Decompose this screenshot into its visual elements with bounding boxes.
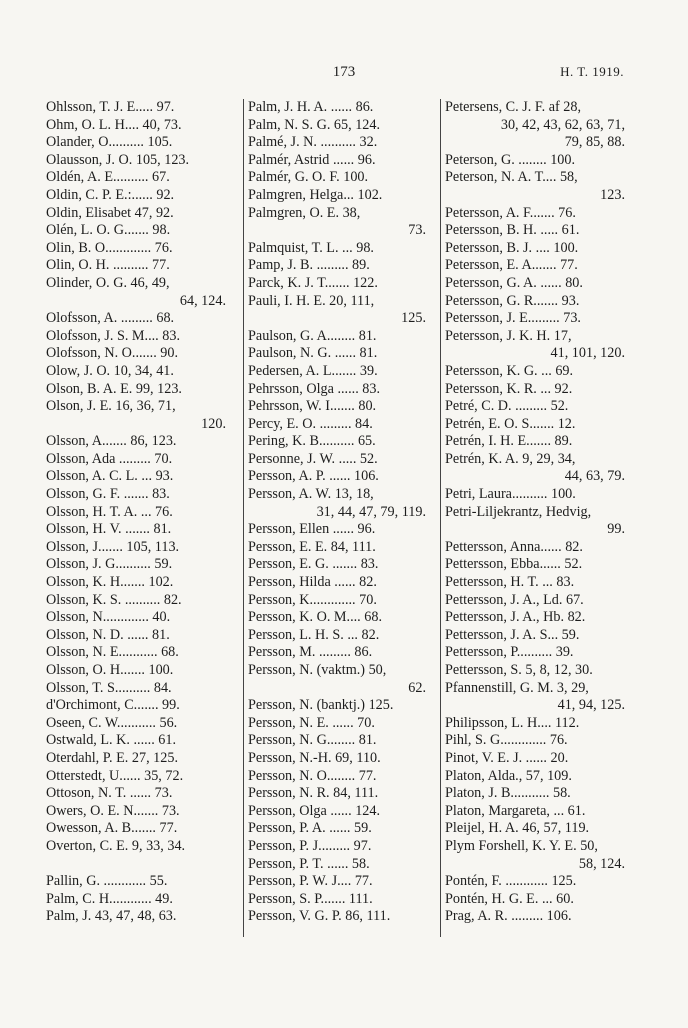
index-entry: Persson, M. ......... 86. [248, 644, 373, 661]
index-entry-continuation: 58, 124. [578, 855, 625, 872]
page-number: 173 [332, 64, 356, 80]
index-entry: Paulson, G. A........ 81. [248, 327, 377, 344]
index-column-3 [440, 99, 625, 937]
index-entry: Olén, L. O. G....... 98. [46, 222, 171, 239]
index-entry-continuation: 41, 101, 120. [550, 345, 625, 362]
index-entry: Pettersson, J. A., Hb. 82. [445, 609, 586, 626]
index-entry: Petersson, K. G. ... 69. [445, 362, 574, 379]
index-entry: Petersson, J. E......... 73. [445, 310, 581, 327]
index-entry: Olsson, K. H....... 102. [46, 574, 174, 591]
index-entry-continuation: 73. [408, 222, 426, 239]
index-entry: Pering, K. B.......... 65. [248, 433, 376, 450]
index-entry: Palmquist, T. L. ... 98. [248, 239, 374, 256]
index-entry: Pehrsson, Olga ...... 83. [248, 380, 381, 397]
index-entry: Plym Forshell, K. Y. E. 50, [445, 837, 598, 854]
index-entry: Persson, E. G. ....... 83. [248, 556, 379, 573]
index-entry: Petré, C. D. ......... 52. [445, 398, 569, 415]
index-entry: Petersson, G. A. ...... 80. [445, 274, 583, 291]
index-entry: Persson, L. H. S. ... 82. [248, 626, 380, 643]
index-entry: Oldin, C. P. E.:...... 92. [46, 186, 175, 203]
running-head: H. T. 1919. [560, 64, 624, 79]
index-entry-continuation: 120. [201, 415, 226, 432]
index-entry: Persson, Hilda ...... 82. [248, 574, 377, 591]
index-entry: Palm, C. H............ 49. [46, 890, 173, 907]
index-entry: Persson, P. W. J.... 77. [248, 873, 373, 890]
index-entry: Pedersen, A. L....... 39. [248, 362, 378, 379]
index-entry: Oterdahl, P. E. 27, 125. [46, 749, 179, 766]
index-entry: Olausson, J. O. 105, 123. [46, 151, 190, 168]
index-entry: Prag, A. R. ......... 106. [445, 908, 572, 925]
index-entry-continuation: 41, 94, 125. [557, 697, 625, 714]
index-entry: Petersson, A. F....... 76. [445, 204, 576, 221]
index-entry: Oseen, C. W........... 56. [46, 714, 178, 731]
index-entry: Persson, K............. 70. [248, 591, 377, 608]
index-entry: Persson, A. P. ...... 106. [248, 468, 379, 485]
index-entry: Palm, J. 43, 47, 48, 63. [46, 908, 177, 925]
index-entry: Persson, N.-H. 69, 110. [248, 749, 381, 766]
index-entry: Pettersson, J. A. S... 59. [445, 626, 580, 643]
index-entry: Olin, B. O............. 76. [46, 239, 173, 256]
index-entry: Persson, E. E. 84, 111. [248, 538, 376, 555]
index-entry: Platon, Alda., 57, 109. [445, 767, 572, 784]
index-entry: Olofsson, J. S. M.... 83. [46, 327, 181, 344]
index-entry: Olsson, K. S. .......... 82. [46, 591, 182, 608]
index-entry: Pamp, J. B. ......... 89. [248, 257, 370, 274]
index-entry: Pettersson, P.......... 39. [445, 644, 574, 661]
index-entry: Personne, J. W. ..... 52. [248, 450, 378, 467]
index-entry: Olsson, Ada ......... 70. [46, 450, 173, 467]
index-entry: Olsson, T. S.......... 84. [46, 679, 172, 696]
index-entry-continuation: 79, 85, 88. [564, 134, 625, 151]
index-entry: Pauli, I. H. E. 20, 111, [248, 292, 375, 309]
index-entry-continuation: 44, 63, 79. [564, 468, 625, 485]
index-entry: Petrén, K. A. 9, 29, 34, [445, 450, 576, 467]
index-entry: Platon, Margareta, ... 61. [445, 802, 586, 819]
index-entry: Pontén, H. G. E. ... 60. [445, 890, 574, 907]
index-entry: Persson, P. T. ...... 58. [248, 855, 370, 872]
index-entry: Olson, J. E. 16, 36, 71, [46, 398, 176, 415]
index-entry: Olsson, N............. 40. [46, 609, 171, 626]
index-entry-continuation: 123. [600, 186, 625, 203]
index-entry: Olsson, H. T. A. ... 76. [46, 503, 173, 520]
index-entry: Olofsson, A. ......... 68. [46, 310, 175, 327]
section-spacer [46, 856, 226, 874]
index-entry: Pettersson, Ebba...... 52. [445, 556, 583, 573]
index-entry: Ostwald, L. K. ...... 61. [46, 732, 177, 749]
index-entry: Palmér, Astrid ...... 96. [248, 151, 376, 168]
index-entry: Persson, N. (banktj.) 125. [248, 697, 394, 714]
index-entry: Persson, N. R. 84, 111. [248, 785, 379, 802]
index-entry: Oldén, A. E.......... 67. [46, 169, 170, 186]
index-entry: Petersson, B. H. ..... 61. [445, 222, 580, 239]
index-entry: Owesson, A. B....... 77. [46, 820, 178, 837]
index-entry: Olsson, J....... 105, 113. [46, 538, 180, 555]
index-entry: Palmé, J. N. .......... 32. [248, 134, 378, 151]
index-entry: Olow, J. O. 10, 34, 41. [46, 362, 174, 379]
index-entry: d'Orchimont, C....... 99. [46, 697, 180, 714]
index-entry: Ohm, O. L. H.... 40, 73. [46, 116, 182, 133]
index-entry: Olsson, H. V. ....... 81. [46, 521, 172, 538]
index-entry: Pfannenstill, G. M. 3, 29, [445, 679, 589, 696]
index-entry: Persson, P. J......... 97. [248, 837, 372, 854]
index-column-1 [46, 99, 226, 926]
index-entry: Persson, P. A. ...... 59. [248, 820, 372, 837]
index-entry: Persson, S. P....... 111. [248, 890, 373, 907]
index-entry: Pleijel, H. A. 46, 57, 119. [445, 820, 590, 837]
index-entry: Pettersson, H. T. ... 83. [445, 574, 575, 591]
index-entry: Olsson, A. C. L. ... 93. [46, 468, 174, 485]
index-entry: Petersens, C. J. F. af 28, [445, 99, 581, 115]
index-entry: Oldin, Elisabet 47, 92. [46, 204, 174, 221]
index-entry: Otterstedt, U...... 35, 72. [46, 767, 184, 784]
index-entry: Percy, E. O. ......... 84. [248, 415, 373, 432]
index-entry: Persson, V. G. P. 86, 111. [248, 908, 391, 925]
index-entry: Pihl, S. G............. 76. [445, 732, 568, 749]
index-entry-continuation: 64, 124. [179, 292, 226, 309]
index-entry: Olander, O.......... 105. [46, 134, 173, 151]
index-entry: Petersson, G. R....... 93. [445, 292, 580, 309]
index-entry-continuation: 62. [408, 679, 426, 696]
index-entry: Olsson, J. G.......... 59. [46, 556, 173, 573]
index-entry: Parck, K. J. T....... 122. [248, 274, 378, 291]
index-entry: Persson, K. O. M.... 68. [248, 609, 382, 626]
index-entry: Pettersson, S. 5, 8, 12, 30. [445, 662, 593, 678]
index-entry: Persson, N. (vaktm.) 50, [248, 662, 387, 678]
index-entry: Petersson, B. J. .... 100. [445, 239, 579, 256]
index-entry: Olsson, A....... 86, 123. [46, 433, 177, 450]
index-entry: Ohlsson, T. J. E..... 97. [46, 99, 175, 115]
index-entry: Pinot, V. E. J. ...... 20. [445, 749, 569, 766]
index-column-2 [243, 99, 426, 937]
index-entry-continuation: 125. [401, 310, 426, 327]
index-entry: Olsson, N. E........... 68. [46, 644, 179, 661]
index-entry: Olson, B. A. E. 99, 123. [46, 380, 182, 397]
index-entry: Olsson, G. F. ....... 83. [46, 486, 170, 503]
index-entry-continuation: 30, 42, 43, 62, 63, 71, [500, 116, 625, 133]
index-entry: Platon, J. B........... 58. [445, 785, 571, 802]
index-entry: Persson, Ellen ...... 96. [248, 521, 376, 538]
index-entry: Persson, N. E. ...... 70. [248, 714, 375, 731]
index-entry: Palmgren, O. E. 38, [248, 204, 361, 221]
index-entry: Pallin, G. ............ 55. [46, 873, 168, 890]
index-entry: Peterson, N. A. T.... 58, [445, 169, 578, 186]
index-entry: Ottoson, N. T. ...... 73. [46, 785, 173, 802]
index-entry: Olofsson, N. O....... 90. [46, 345, 179, 362]
index-entry: Overton, C. E. 9, 33, 34. [46, 837, 186, 854]
index-entry: Palmgren, Helga... 102. [248, 186, 383, 203]
index-entry: Petri, Laura.......... 100. [445, 486, 576, 503]
index-entry: Pettersson, Anna...... 82. [445, 538, 583, 555]
index-entry: Owers, O. E. N....... 73. [46, 802, 180, 819]
index-entry: Petri-Liljekrantz, Hedvig, [445, 503, 592, 520]
index-entry: Philipsson, L. H.... 112. [445, 714, 580, 731]
index-entry: Persson, A. W. 13, 18, [248, 486, 374, 503]
index-entry: Olinder, O. G. 46, 49, [46, 274, 170, 291]
index-entry: Petersson, J. K. H. 17, [445, 327, 572, 344]
index-entry-continuation: 99. [607, 521, 625, 538]
index-entry: Pettersson, J. A., Ld. 67. [445, 591, 584, 608]
index-entry: Petrén, E. O. S....... 12. [445, 415, 576, 432]
index-entry: Palm, J. H. A. ...... 86. [248, 99, 374, 115]
index-entry: Olsson, N. D. ...... 81. [46, 626, 170, 643]
index-entry: Olin, O. H. .......... 77. [46, 257, 170, 274]
index-entry: Palm, N. S. G. 65, 124. [248, 116, 381, 133]
index-entry: Persson, N. O........ 77. [248, 767, 377, 784]
index-entry: Petrén, I. H. E....... 89. [445, 433, 573, 450]
index-entry-continuation: 31, 44, 47, 79, 119. [316, 503, 426, 520]
index-entry: Pehrsson, W. I....... 80. [248, 398, 377, 415]
index-entry: Pontén, F. ............ 125. [445, 873, 577, 890]
index-entry: Petersson, K. R. ... 92. [445, 380, 573, 397]
index-entry: Persson, N. G........ 81. [248, 732, 377, 749]
index-entry: Olsson, O. H....... 100. [46, 662, 174, 678]
index-entry: Palmér, G. O. F. 100. [248, 169, 369, 186]
index-entry: Peterson, G. ........ 100. [445, 151, 576, 168]
index-entry: Paulson, N. G. ...... 81. [248, 345, 378, 362]
index-entry: Persson, Olga ...... 124. [248, 802, 381, 819]
index-entry: Petersson, E. A....... 77. [445, 257, 578, 274]
